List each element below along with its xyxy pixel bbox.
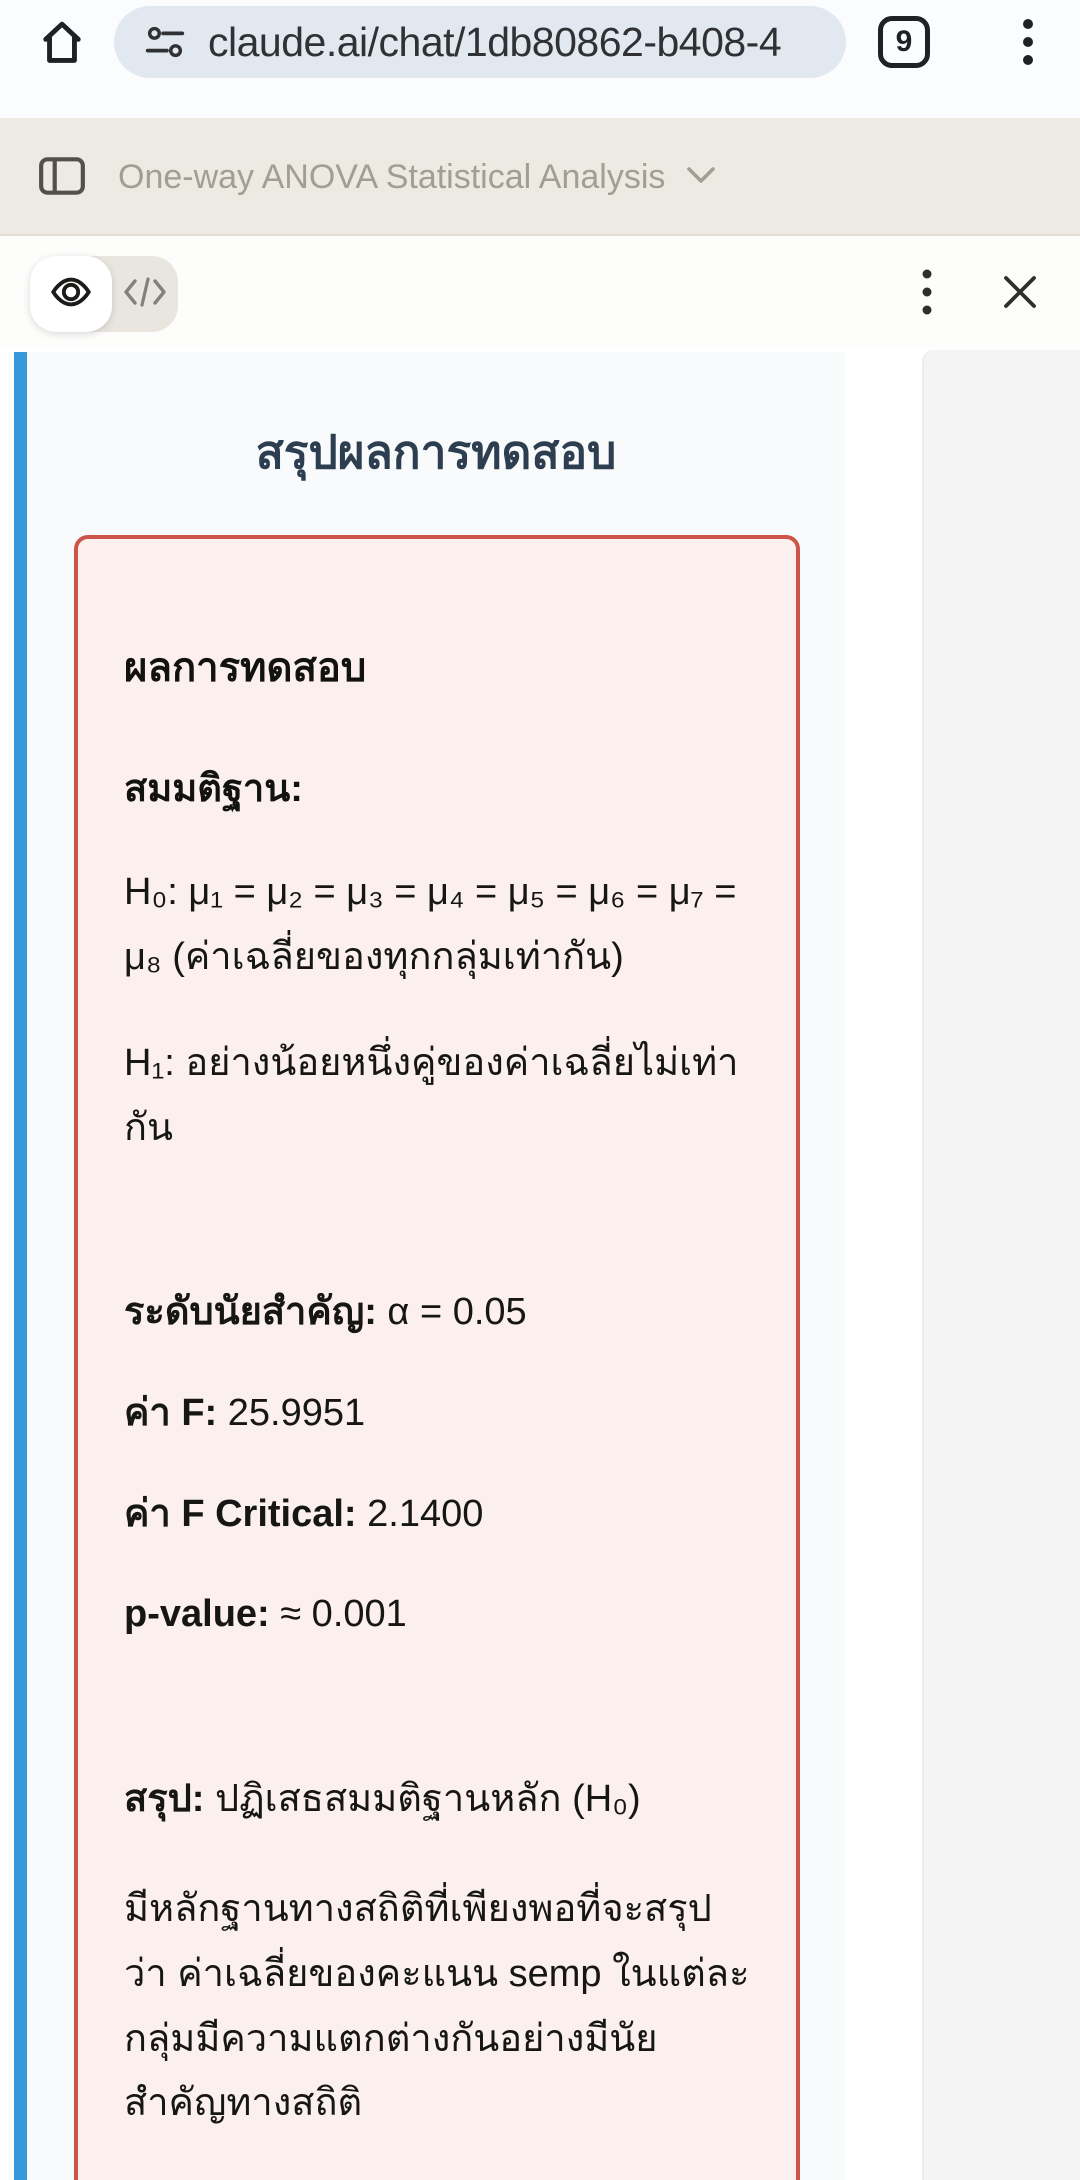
alt-hypothesis: H₁: อย่างน้อยหนึ่งคู่ของค่าเฉลี่ยไม่เท่ากัน (124, 1042, 739, 1149)
artifact-menu-button[interactable] (899, 256, 955, 332)
site-info-icon[interactable] (142, 19, 188, 65)
code-toggle-button[interactable] (112, 256, 178, 332)
tab-switcher-button[interactable] (878, 16, 930, 68)
blue-accent-bar (14, 352, 27, 2180)
chevron-down-icon (685, 164, 717, 191)
url-bar[interactable] (114, 6, 846, 78)
view-mode-toggle (30, 256, 178, 332)
hypotheses-label: สมมติฐาน: (124, 768, 303, 810)
close-icon (998, 270, 1042, 319)
browser-menu-button[interactable] (996, 12, 1060, 76)
url-text: claude.ai/chat/1db80862-b408-4 (208, 18, 782, 65)
f-value: 25.9951 (227, 1391, 366, 1434)
f-label: ค่า F: (124, 1391, 218, 1434)
report-page (27, 352, 845, 2180)
conclusion-value: ปฏิเสธสมมติฐานหลัก (H₀) (214, 1777, 641, 1820)
p-value (124, 1582, 754, 1647)
artifact-title: One-way ANOVA Statistical Analysis (118, 157, 666, 196)
browser-menu-icon (1021, 14, 1035, 75)
conclusion-label: สรุป: (124, 1777, 205, 1820)
f-critical-label: ค่า F Critical: (124, 1492, 357, 1535)
f-critical (124, 1482, 754, 1547)
significance-level (124, 1280, 754, 1345)
sidebar-toggle-button[interactable] (36, 152, 88, 204)
result-box (74, 535, 800, 2180)
preview-eye-icon (48, 269, 94, 320)
significance-value: α = 0.05 (387, 1291, 527, 1334)
code-view-icon (123, 275, 167, 314)
home-button[interactable] (30, 12, 94, 76)
browser-top-bar (0, 0, 1080, 118)
preview-toggle-button[interactable] (30, 256, 112, 332)
claude-app-header (0, 118, 1080, 236)
f-statistic (124, 1381, 754, 1446)
significance-label: ระดับนัยสำคัญ: (124, 1291, 377, 1334)
adjacent-content-panel (922, 350, 1080, 2180)
page-title: สรุปผลการทดสอบ (255, 426, 617, 478)
artifact-title-dropdown[interactable] (118, 118, 717, 236)
sidebar-toggle-icon (37, 151, 87, 206)
conclusion (124, 1767, 754, 1832)
artifact-menu-icon (921, 266, 933, 323)
p-value-label: p-value: (124, 1593, 270, 1636)
close-artifact-button[interactable] (986, 256, 1054, 332)
result-box-title: ผลการทดสอบ (124, 646, 367, 690)
f-critical-value: 2.1400 (367, 1492, 484, 1535)
null-hypothesis: H₀: μ₁ = μ₂ = μ₃ = μ₄ = μ₅ = μ₆ = μ₇ = μ₈ (ค่าเฉลี่ยของทุกกลุ่มเท่ากัน) (124, 871, 737, 978)
artifact-preview-pane (0, 350, 1080, 2180)
p-value-number: ≈ 0.001 (280, 1593, 407, 1636)
home-icon (36, 16, 88, 73)
tab-count: 9 (895, 25, 913, 58)
artifact-toolbar (0, 238, 1080, 350)
conclusion-detail: มีหลักฐานทางสถิติที่เพียงพอที่จะสรุปว่า ค่าเฉลี่ยของคะแนน semp ในแต่ละกลุ่มมีความแตกต่างกันอย่างมีนัยสำคัญทางสถิติ (124, 1888, 750, 2125)
